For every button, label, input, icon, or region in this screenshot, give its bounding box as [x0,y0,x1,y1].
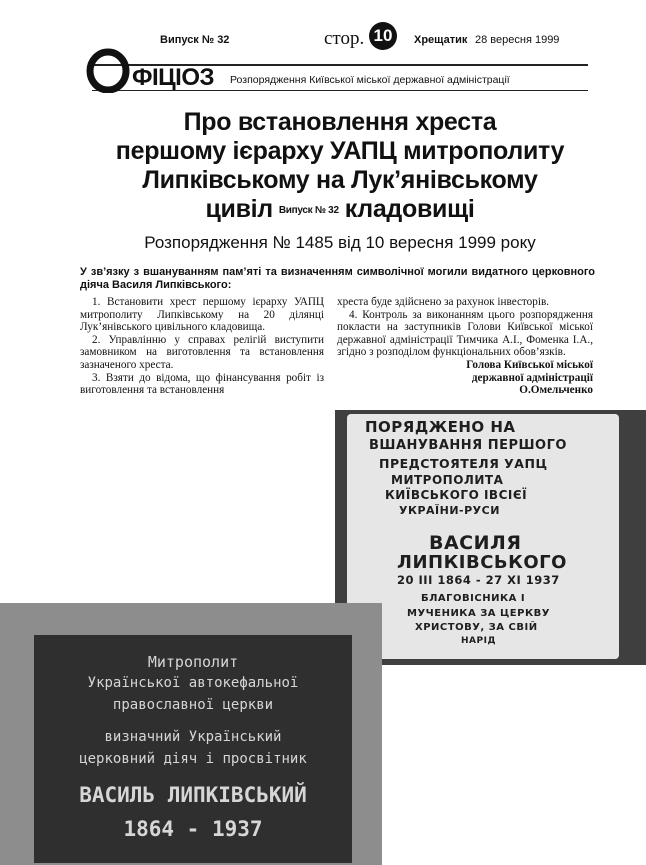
headline-line: Про встановлення хреста [183,108,497,136]
plaque-line: православної церкви [112,697,274,713]
paragraph: 4. Контроль за виконанням цього розпорядження покласти на заступників Голови Київської міської державної адміністрації Тимчика А.І., Фоменка І.А., згідно з розподілом функціональних обов’язків. [337,308,593,359]
newspaper-name: Хрещатик [414,34,468,46]
inscription-line: ВШАНУВАННЯ ПЕРШОГО [369,438,567,453]
signature-line: Голова Київської міської [466,358,593,371]
inscription-line: МИТРОПОЛИТА [391,473,504,487]
headline-line [95,195,585,225]
plaque-line: Української автокефальної [87,675,299,691]
issue-number: Випуск № 32 [160,34,230,46]
article-preamble: У зв’язку з вшануванням пам’яті та визначенням символічної могили видатного церковного діяча Василя Липківського: [80,266,595,291]
inscription-line: НАРІД [461,636,496,646]
inscription-line: 20 III 1864 - 27 XI 1937 [397,573,560,587]
paragraph: 1. Встановити хрест першому ієрарху УАПЦ митрополиту Липківському на 20 ділянці Лук’янівського цивільного кладовища. [80,296,324,334]
signatory-name: О.Омельченко [519,384,593,397]
paragraph: 2. Управлінню у справах релігій виступити замовником на виготовлення та встановлення зазначеного хреста. [80,333,324,371]
paragraph: хреста буде здійснено за рахунок інвесторів. [337,296,550,308]
headline-fragment: цивіл [205,195,273,223]
rubric-subtitle: Розпорядження Київської міської державної адміністрації [230,74,510,86]
inscription-line: ЛИПКІВСЬКОГО [397,552,567,573]
inscription-line: ПРЕДСТОЯТЕЛЯ УАПЦ [379,456,548,471]
headline-line: першому ієрарху УАПЦ митрополиту [115,137,565,165]
plaque-panel [34,635,352,863]
plaque-name: ВАСИЛЬ ЛИПКІВСЬКИЙ [79,783,307,807]
rubric-logo-o-icon [86,47,136,93]
inscription-line: БЛАГОВІСНИКА І [421,593,526,604]
headline-line: Липківському на Лук’янівському [142,166,538,194]
inscription-line: ПОРЯДЖЕНО НА [365,418,516,436]
memorial-plaque-photo [0,603,382,865]
signature-line: державної адміністрації [471,371,593,384]
plaque-years: 1864 - 1937 [123,817,263,841]
plaque-line: Митрополит [147,653,239,671]
paragraph: 3. Взяти до відома, що фінансування робіт із виготовлення та встановлення [80,371,324,397]
article-column-right [337,296,593,397]
article-column-left [80,296,324,397]
decree-number: Розпорядження № 1485 від 10 вересня 1999 року [144,233,536,252]
headline-inset-issue: Випуск № 32 [278,204,339,216]
headline-fragment: кладовищі [344,195,475,223]
inscription-line: ВАСИЛЯ [429,532,522,554]
rubric-logo-text: ФІЦІОЗ [132,64,215,91]
page-number-badge: 10 [369,22,397,50]
inscription-line: ХРИСТОВУ, ЗА СВІЙ [415,622,538,633]
inscription-line: УКРАЇНИ-РУСИ [399,504,500,517]
plaque-line: церковний діяч і просвітник [79,751,307,767]
inscription-line: КИЇВСЬКОГО ІВСІЄЇ [385,488,528,502]
issue-date: 28 вересня 1999 [475,34,560,46]
page-label: стор. [324,28,365,49]
article-headline [95,108,585,225]
inscription-line: МУЧЕНИКА ЗА ЦЕРКВУ [407,608,550,619]
plaque-line: визначний Український [104,729,282,745]
